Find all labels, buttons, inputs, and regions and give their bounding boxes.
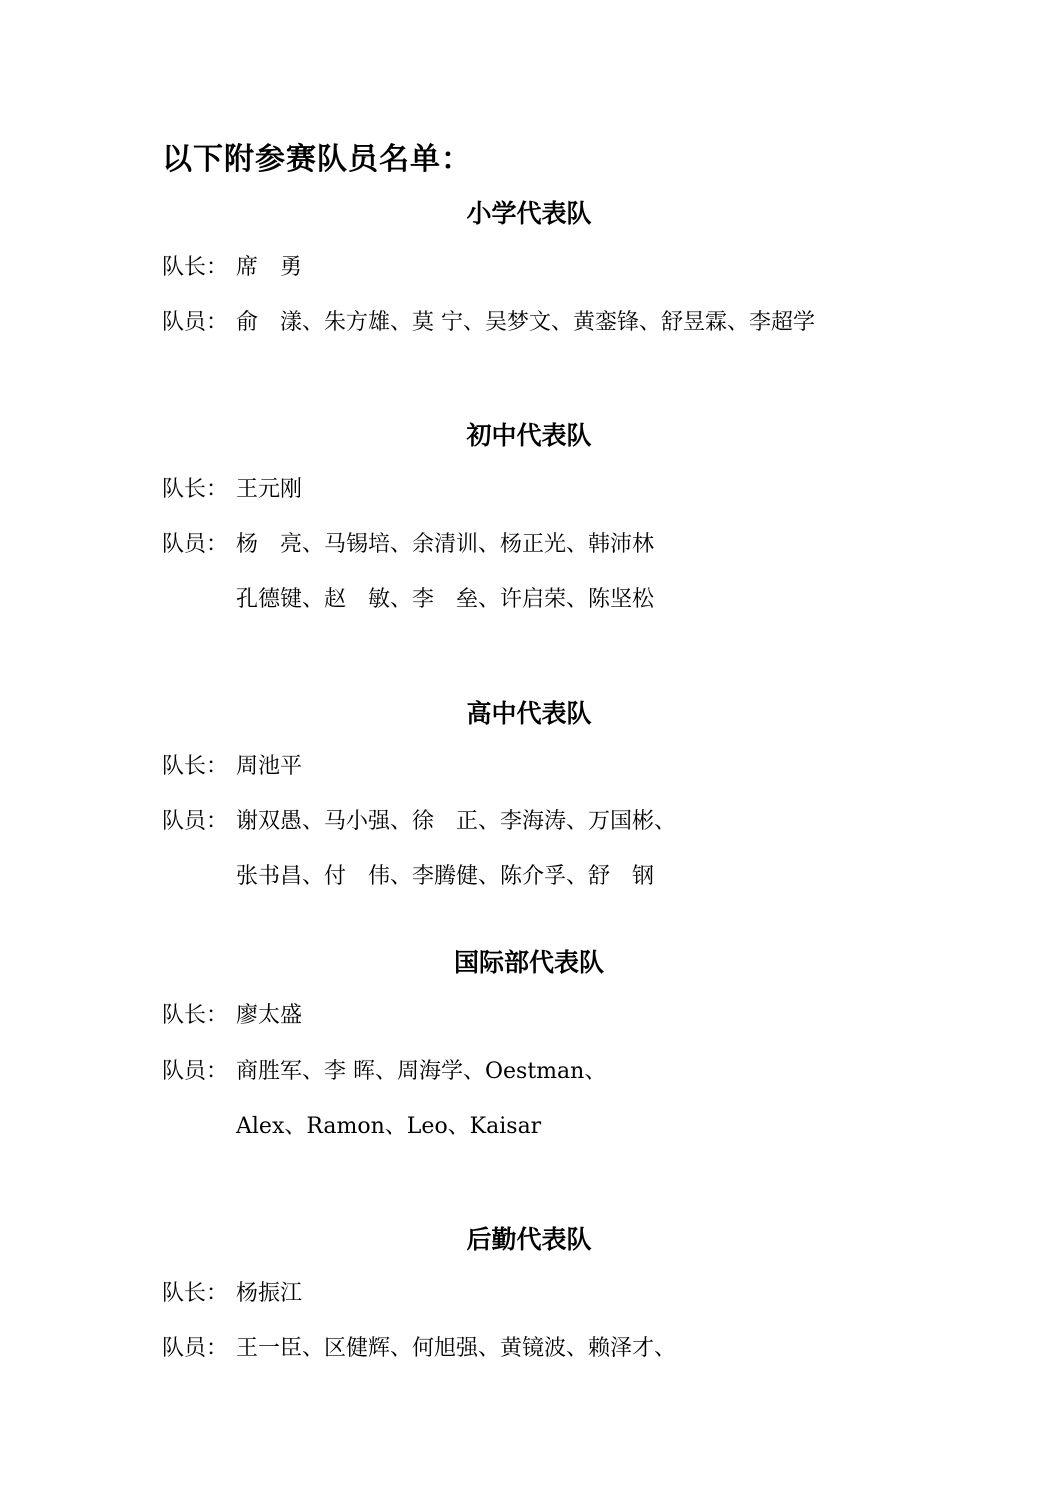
team-heading-junior: 初中代表队 — [466, 421, 592, 450]
members-line: Alex、Ramon、Leo、Kaisar — [236, 1114, 542, 1139]
captain-label: 队长： — [162, 1281, 229, 1306]
captain-label: 队长： — [162, 255, 229, 280]
captain-name: 杨振江 — [236, 1281, 303, 1306]
team-heading-logistics: 后勤代表队 — [466, 1225, 592, 1254]
members-line: 张书昌、付 伟、李腾健、陈介孚、舒 钢 — [236, 864, 655, 889]
members-line: 杨 亮、马锡培、余清训、杨正光、韩沛林 — [236, 532, 655, 557]
members-line: 商胜军、李 晖、周海学、Oestman、 — [236, 1059, 607, 1084]
captain-label: 队长： — [162, 477, 229, 502]
captain-name: 廖太盛 — [236, 1003, 303, 1028]
team-heading-international: 国际部代表队 — [453, 948, 604, 977]
captain-name: 周池平 — [236, 754, 303, 779]
captain-label: 队长： — [162, 1003, 229, 1028]
members-label: 队员： — [162, 532, 229, 557]
members-line: 孔德键、赵 敏、李 垒、许启荣、陈坚松 — [236, 587, 655, 612]
captain-name: 席 勇 — [236, 255, 303, 280]
team-heading-senior: 高中代表队 — [466, 699, 592, 728]
members-label: 队员： — [162, 1059, 229, 1084]
team-heading-primary: 小学代表队 — [466, 199, 592, 228]
members-line: 俞 漾、朱方雄、莫 宁、吴梦文、黄銮锋、舒昱霖、李超学 — [236, 310, 815, 335]
members-line: 谢双愚、马小强、徐 正、李海涛、万国彬、 — [236, 809, 677, 834]
document-title: 以下附参赛队员名单： — [162, 142, 472, 177]
members-label: 队员： — [162, 1336, 229, 1361]
members-label: 队员： — [162, 809, 229, 834]
members-line: 王一臣、区健辉、何旭强、黄镜波、赖泽才、 — [236, 1336, 677, 1361]
captain-label: 队长： — [162, 754, 229, 779]
captain-name: 王元刚 — [236, 477, 303, 502]
members-label: 队员： — [162, 310, 229, 335]
